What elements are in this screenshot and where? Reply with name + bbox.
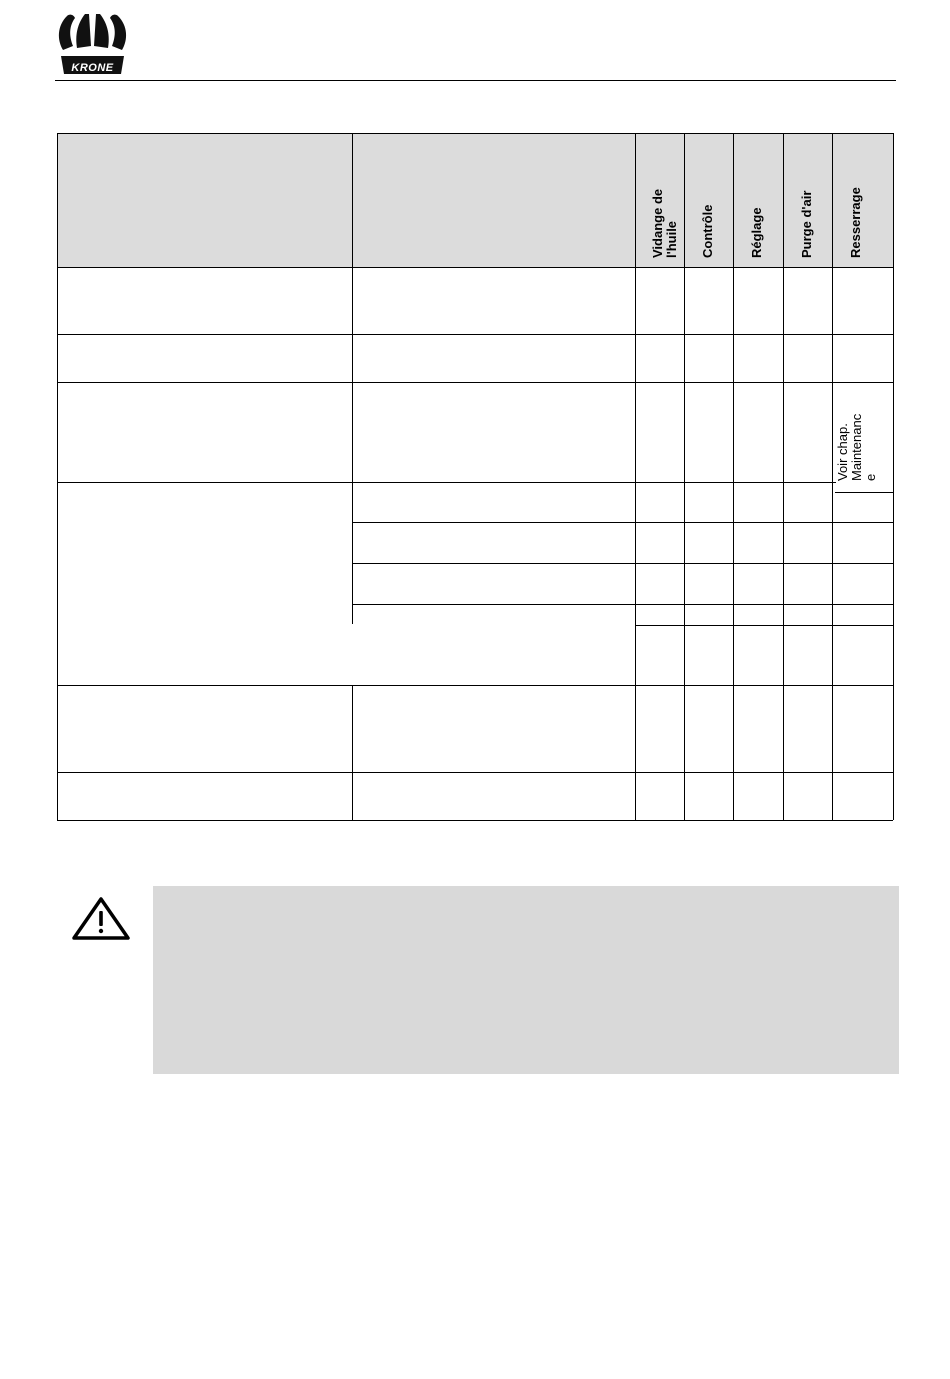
table-header-row — [57, 133, 893, 267]
table-row-line-5 — [352, 563, 893, 564]
column-header-bleeding: Purge d'air — [799, 190, 814, 258]
table-row-line-3b — [835, 492, 893, 493]
table-divider-1 — [352, 133, 353, 624]
table-border-left — [57, 133, 58, 820]
table-border-top — [57, 133, 893, 134]
table-row-line-6 — [352, 604, 893, 605]
table-row-line-3a — [57, 482, 836, 483]
warning-box — [153, 886, 899, 1074]
table-divider-3 — [684, 133, 685, 820]
table-border-bottom — [57, 820, 893, 821]
table-divider-2 — [635, 133, 636, 820]
table-border-right — [893, 133, 894, 820]
column-header-adjustment: Réglage — [749, 207, 764, 258]
table-row-line-4 — [352, 522, 893, 523]
table-header-bottom — [57, 267, 893, 268]
table-divider-6 — [832, 133, 833, 820]
table-row-line-1 — [57, 334, 893, 335]
table-row-line-7 — [635, 625, 893, 626]
table-divider-4 — [733, 133, 734, 820]
maintenance-chapter-note: Voir chap. Maintenanc e — [835, 413, 878, 481]
warning-triangle-icon — [70, 896, 132, 942]
table-row-line-2 — [57, 382, 893, 383]
column-header-oil-change: Vidange de l'huile — [650, 188, 679, 258]
table-divider-1b — [352, 685, 353, 820]
brand-wordmark: KRONE — [71, 62, 114, 74]
column-header-check: Contrôle — [700, 204, 715, 258]
table-row-line-9 — [57, 772, 893, 773]
table-divider-5 — [783, 133, 784, 820]
column-header-retightening: Resserrage — [848, 187, 863, 258]
table-row-line-8 — [57, 685, 893, 686]
